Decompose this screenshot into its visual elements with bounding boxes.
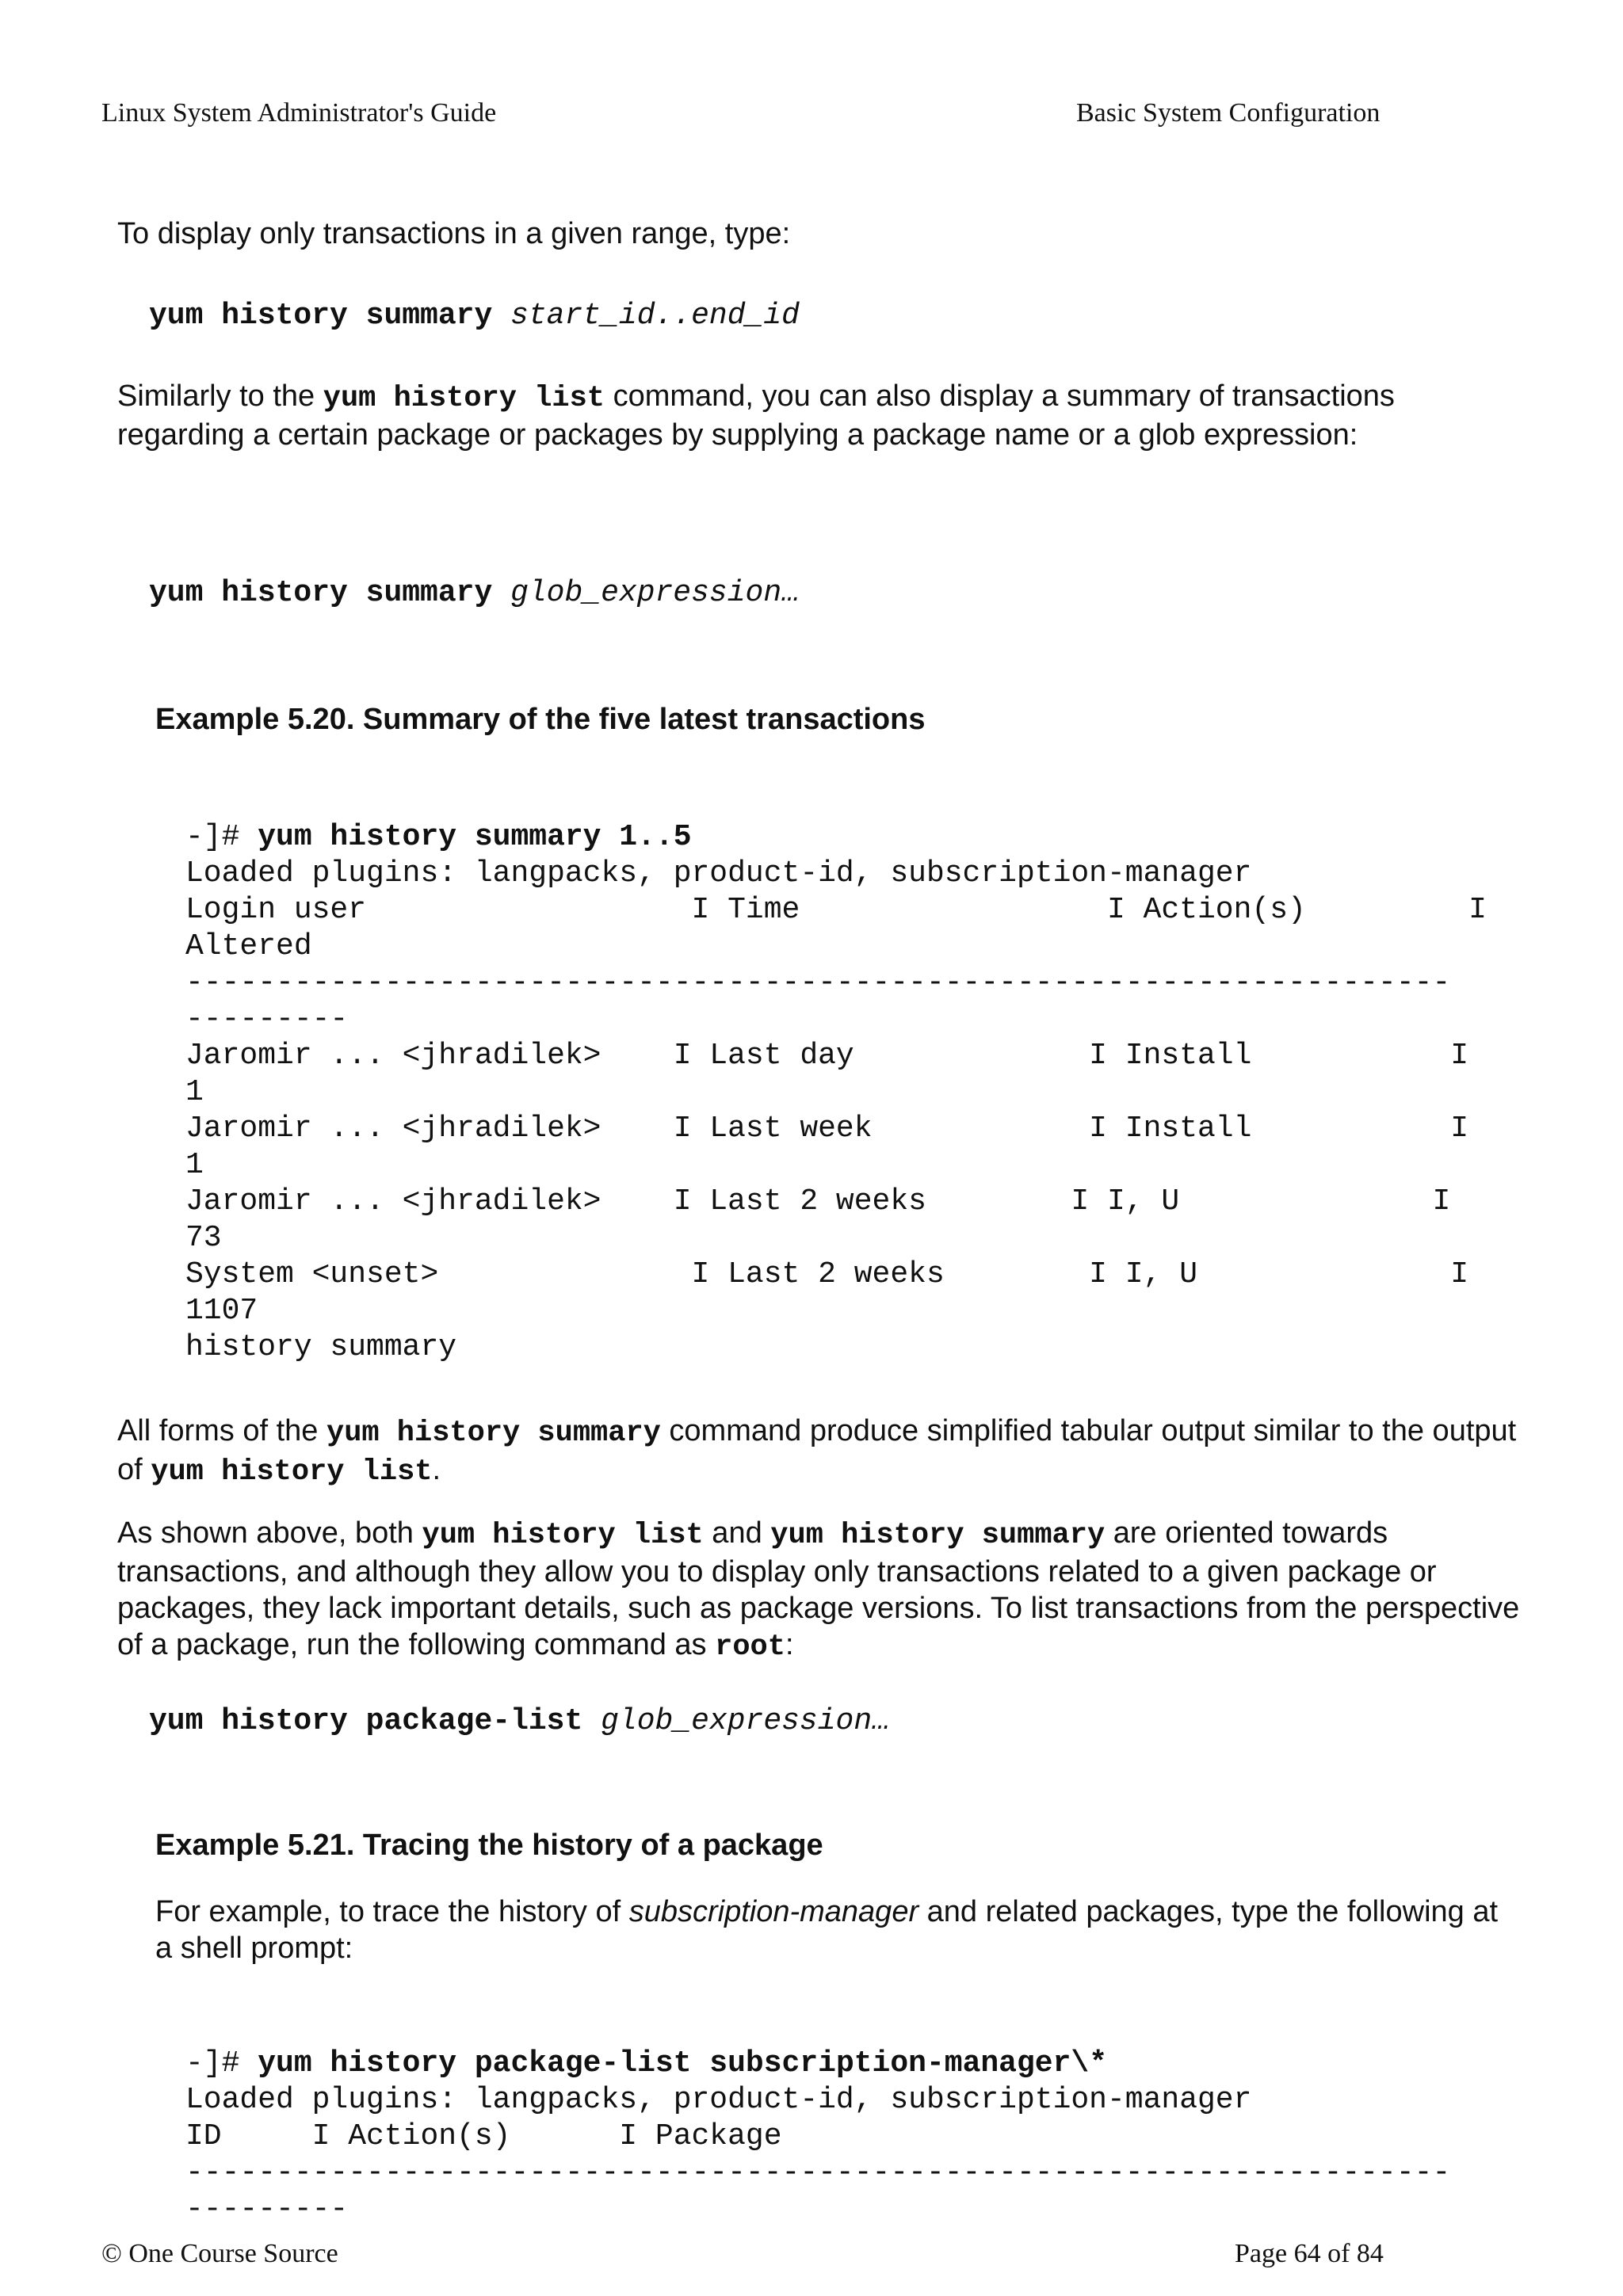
example-5-21-title: Example 5.21. Tracing the history of a package (155, 1829, 823, 1862)
code-line: Jaromir ... <jhradilek> I Last day I Install I (185, 1039, 1469, 1073)
running-header-section: Basic System Configuration (1076, 98, 1381, 128)
code-line: System <unset> I Last 2 weeks I I, U I (185, 1257, 1469, 1291)
text: As shown above, both (117, 1516, 422, 1550)
inline-command: yum history list (151, 1455, 433, 1489)
code-line: Loaded plugins: langpacks, product-id, subscription-manager (185, 856, 1252, 891)
code-line: Login user I Time I Action(s) I (185, 893, 1487, 927)
example-5-20-code (185, 783, 1487, 1402)
footer-page-number: Page 64 of 84 (1235, 2239, 1384, 2268)
code-line: Loaded plugins: langpacks, product-id, subscription-manager (185, 2083, 1252, 2117)
command-package-list (149, 1703, 890, 1740)
text: command produce simplified tabular output similar to the output of (117, 1414, 1517, 1486)
inline-command: yum history summary (770, 1519, 1106, 1552)
text: and related packages, type the following at a shell prompt: (155, 1895, 1499, 1965)
prompt: -]# (185, 820, 258, 854)
inline-command: yum history list (323, 382, 605, 415)
inline-command: root (715, 1630, 785, 1664)
text: . (432, 1453, 441, 1486)
running-header-title: Linux System Administrator's Guide (101, 98, 497, 128)
code-line: 1107 (185, 1294, 258, 1328)
prompt: -]# (185, 2046, 258, 2081)
command-text: yum history summary (149, 299, 511, 333)
inline-command: yum history summary (326, 1417, 661, 1450)
example-5-20-title: Example 5.20. Summary of the five latest transactions (155, 703, 926, 736)
command-argument: glob_expression… (510, 576, 800, 610)
command-argument: start_id..end_id (510, 299, 800, 333)
code-line: ID I Action(s) I Package (185, 2119, 782, 2153)
code-line: ---------------------------------------------------------------------- (185, 966, 1451, 1000)
similarly-paragraph (117, 378, 1528, 453)
command-range (149, 298, 800, 334)
text: : (785, 1628, 794, 1661)
all-forms-paragraph (117, 1413, 1528, 1490)
inline-command: yum history list (422, 1519, 704, 1552)
code-line: --------- (185, 1002, 349, 1036)
typed-command: yum history summary 1..5 (258, 820, 692, 854)
text: are oriented towards transactions, and although they allow you to display only transactions related to a given package or packages, they lack important details, such as package versions. To list transactions from the perspective of a package, run the following command as (117, 1516, 1520, 1661)
command-argument: glob_expression… (601, 1704, 890, 1738)
code-line: 73 (185, 1221, 222, 1255)
text: and (703, 1516, 771, 1550)
command-glob (149, 575, 800, 612)
command-text: yum history package-list (149, 1704, 601, 1738)
package-name: subscription-manager (628, 1895, 919, 1928)
intro-range-paragraph: To display only transactions in a given range, type: (117, 217, 791, 250)
text: Similarly to the (117, 379, 323, 413)
typed-command: yum history package-list subscription-manager\* (258, 2046, 1107, 2081)
text: For example, to trace the history of (155, 1895, 629, 1928)
example-5-21-code (185, 2009, 1450, 2264)
example-5-21-intro (155, 1894, 1518, 1966)
code-line: ---------------------------------------------------------------------- (185, 2156, 1451, 2190)
text: All forms of the (117, 1414, 327, 1447)
code-line: --------- (185, 2192, 349, 2226)
code-line: 1 (185, 1075, 204, 1109)
code-line: history summary (185, 1330, 457, 1364)
code-line: Altered (185, 929, 312, 963)
code-line: Jaromir ... <jhradilek> I Last 2 weeks I I, U I (185, 1184, 1451, 1219)
text: command, you can also display a summary of transactions regarding a certain package or packages by supplying a package name or a glob expression: (117, 379, 1395, 452)
code-prompt-line (185, 2046, 1450, 2082)
as-shown-paragraph (117, 1515, 1528, 1665)
command-text: yum history summary (149, 576, 511, 610)
code-prompt-line (185, 819, 1487, 856)
code-line: 1 (185, 1148, 204, 1182)
code-line: Jaromir ... <jhradilek> I Last week I Install I (185, 1112, 1469, 1146)
footer-copyright: © One Course Source (101, 2239, 338, 2268)
